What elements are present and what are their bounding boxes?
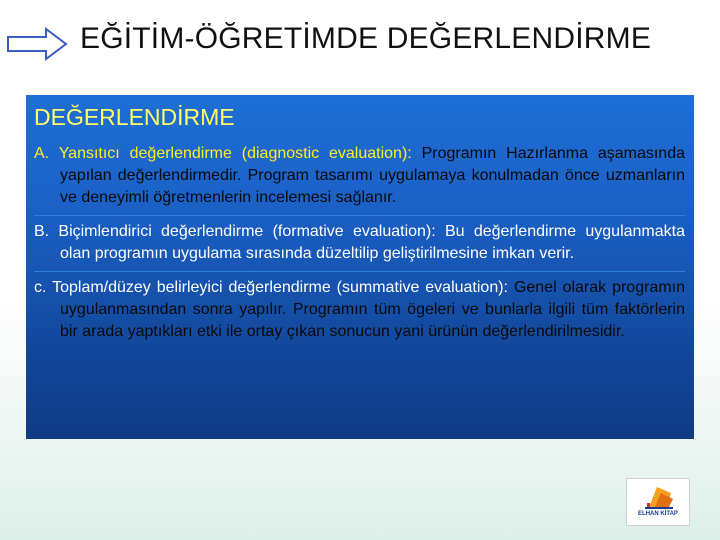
separator: [34, 271, 685, 272]
slide-header: [0, 0, 720, 88]
item-b-body: Bu değerlendirme uygulanmakta olan programın uygulama sırasında düzeltilip geliştirilmesine imkan verir.: [60, 223, 686, 262]
item-c: [34, 277, 685, 343]
content-box: [26, 95, 694, 439]
item-a: [34, 143, 685, 209]
item-c-lead: c. Toplam/düzey belirleyici değerlendirme (summative evaluation):: [34, 279, 508, 296]
item-a-lead: A. Yansıtıcı değerlendirme (diagnostic evaluation):: [34, 145, 412, 162]
item-a-body: Programın Hazırlanma aşamasında yapılan değerlendirmedir. Program tasarımı uygulamaya konulmadan önce uzmanların ve deneyimli öğretmenlerin incelemesi sağlanır.: [60, 145, 686, 206]
item-c-body: Genel olarak programın uygulanmasından sonra yapılır. Programın tüm ögeleri ve bunlarla ilgili tüm faktörlerin bir arada yaptıkları etki ile ortay çıkan sonucun yani ürünün değerlendirilmesidir.: [60, 279, 685, 340]
publisher-logo: [626, 478, 690, 526]
separator: [34, 215, 685, 216]
item-b: [34, 221, 685, 265]
right-arrow-icon: [6, 26, 68, 62]
item-b-lead: B. Biçimlendirici değerlendirme (formative evaluation):: [34, 223, 436, 240]
publisher-logo-text: ELHAN KİTAP: [638, 511, 678, 517]
publisher-logo-icon: [627, 479, 689, 525]
slide-title: EĞİTİM-ÖĞRETİMDE DEĞERLENDİRME: [80, 22, 652, 55]
content-heading: DEĞERLENDİRME: [34, 104, 235, 130]
